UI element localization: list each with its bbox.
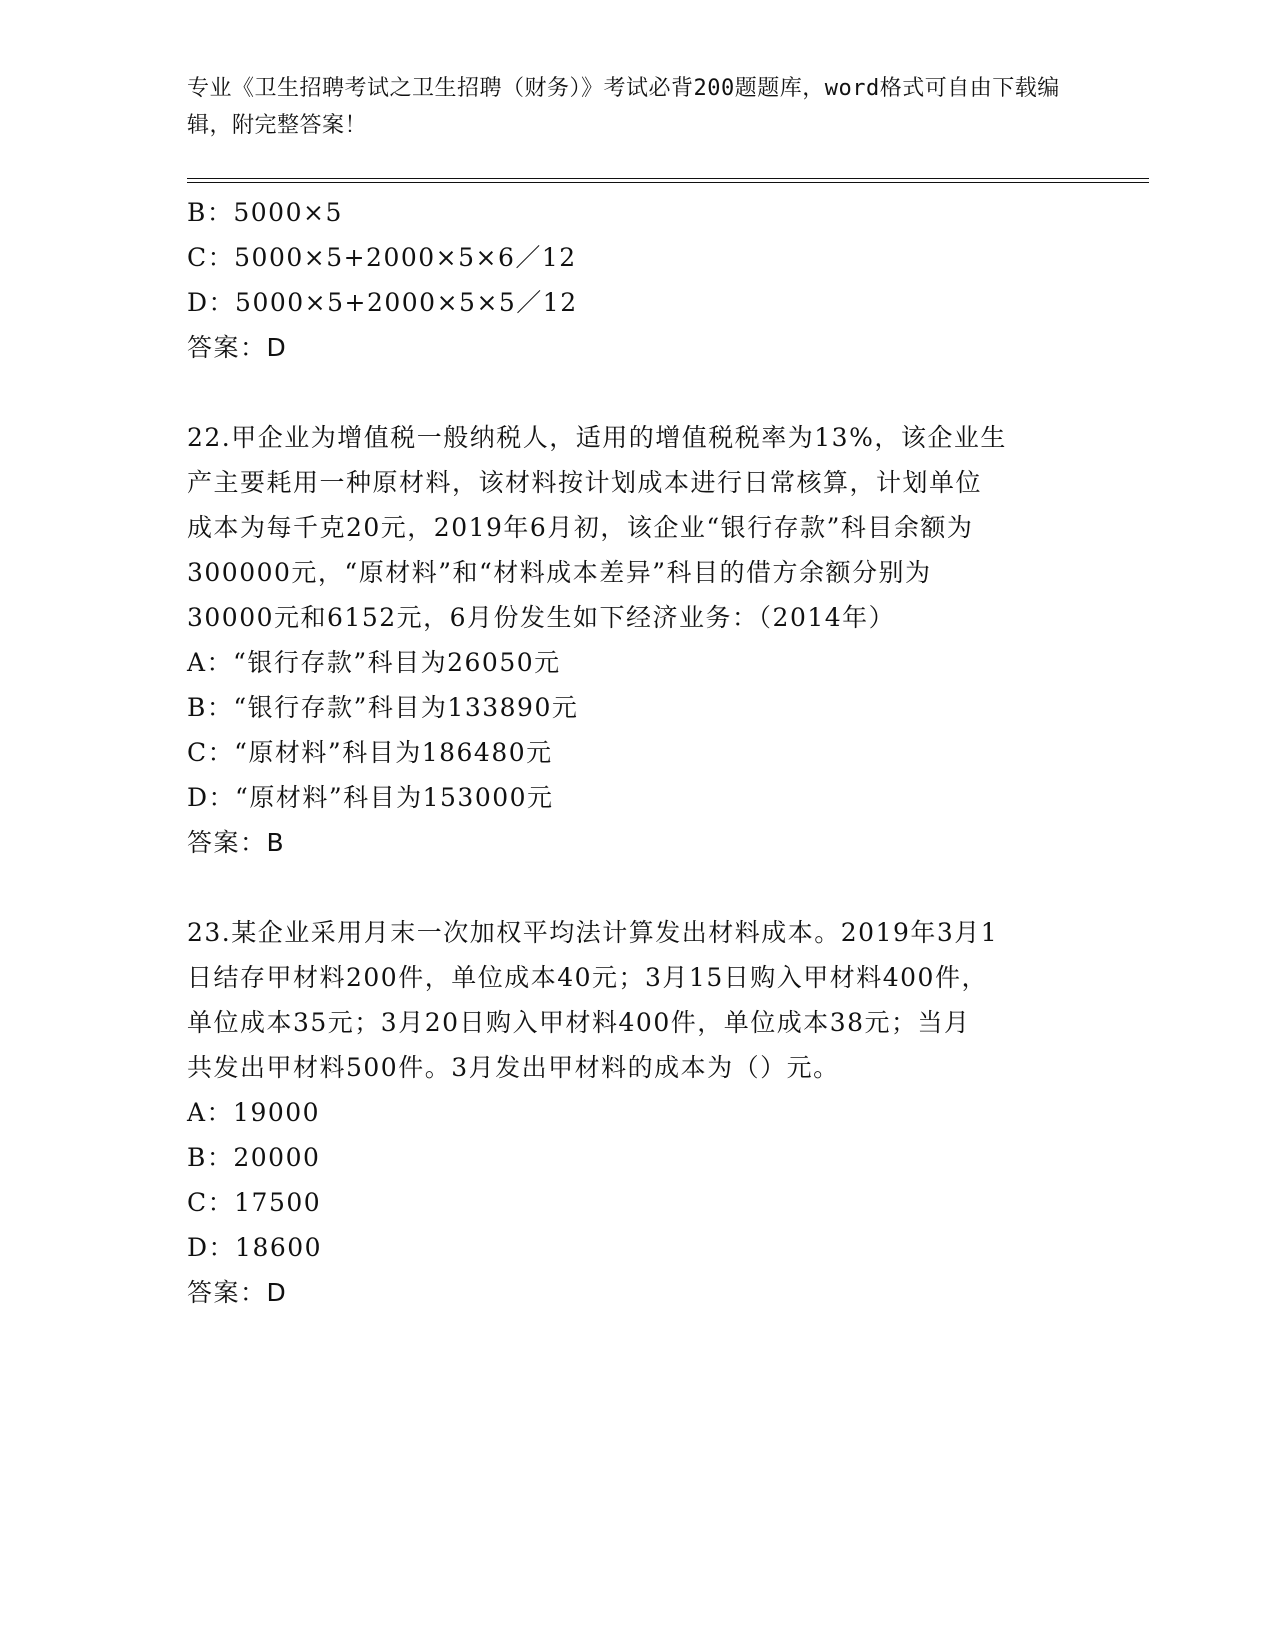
option-b: B：20000	[187, 1143, 321, 1172]
question-21-continued	[187, 190, 1087, 370]
question-stem-line: 30000元和6152元，6月份发生如下经济业务：（2014年）	[187, 603, 896, 632]
spacer	[187, 370, 1087, 415]
answer-line: 答案：D	[187, 1278, 288, 1307]
option-c: C：17500	[187, 1188, 322, 1217]
option-c: C：“原材料”科目为186480元	[187, 738, 553, 767]
question-23	[187, 910, 1087, 1315]
option-d: D：5000×5+2000×5×5／12	[187, 288, 578, 317]
question-stem-line: 成本为每千克20元，2019年6月初，该企业“银行存款”科目余额为	[187, 513, 974, 542]
option-d: D：18600	[187, 1233, 323, 1262]
question-stem-line: 300000元，“原材料”和“材料成本差异”科目的借方余额分别为	[187, 558, 932, 587]
header-divider-bottom	[187, 182, 1149, 183]
option-a: A：19000	[187, 1098, 321, 1127]
document-body	[187, 190, 1087, 1315]
option-b: B：“银行存款”科目为133890元	[187, 693, 579, 722]
question-stem-line: 共发出甲材料500件。3月发出甲材料的成本为（）元。	[187, 1053, 840, 1082]
question-stem-line: 23.某企业采用月末一次加权平均法计算发出材料成本。2019年3月1	[187, 918, 999, 947]
document-header: 专业《卫生招聘考试之卫生招聘（财务）》考试必背200题题库，word格式可自由下载编辑，附完整答案！	[187, 76, 1060, 138]
answer-line: 答案：B	[187, 828, 286, 857]
option-b: B：5000×5	[187, 198, 343, 227]
option-a: A：“银行存款”科目为26050元	[187, 648, 561, 677]
answer-line: 答案：D	[187, 333, 288, 362]
question-22	[187, 415, 1087, 865]
question-stem-line: 22.甲企业为增值税一般纳税人，适用的增值税税率为13%，该企业生	[187, 423, 1007, 452]
question-stem-line: 单位成本35元；3月20日购入甲材料400件，单位成本38元；当月	[187, 1008, 971, 1037]
option-c: C：5000×5+2000×5×6／12	[187, 243, 577, 272]
header-divider-top	[187, 178, 1149, 179]
question-stem-line: 日结存甲材料200件，单位成本40元；3月15日购入甲材料400件，	[187, 963, 988, 992]
option-d: D：“原材料”科目为153000元	[187, 783, 554, 812]
spacer	[187, 865, 1087, 910]
question-stem-line: 产主要耗用一种原材料，该材料按计划成本进行日常核算，计划单位	[187, 468, 983, 497]
